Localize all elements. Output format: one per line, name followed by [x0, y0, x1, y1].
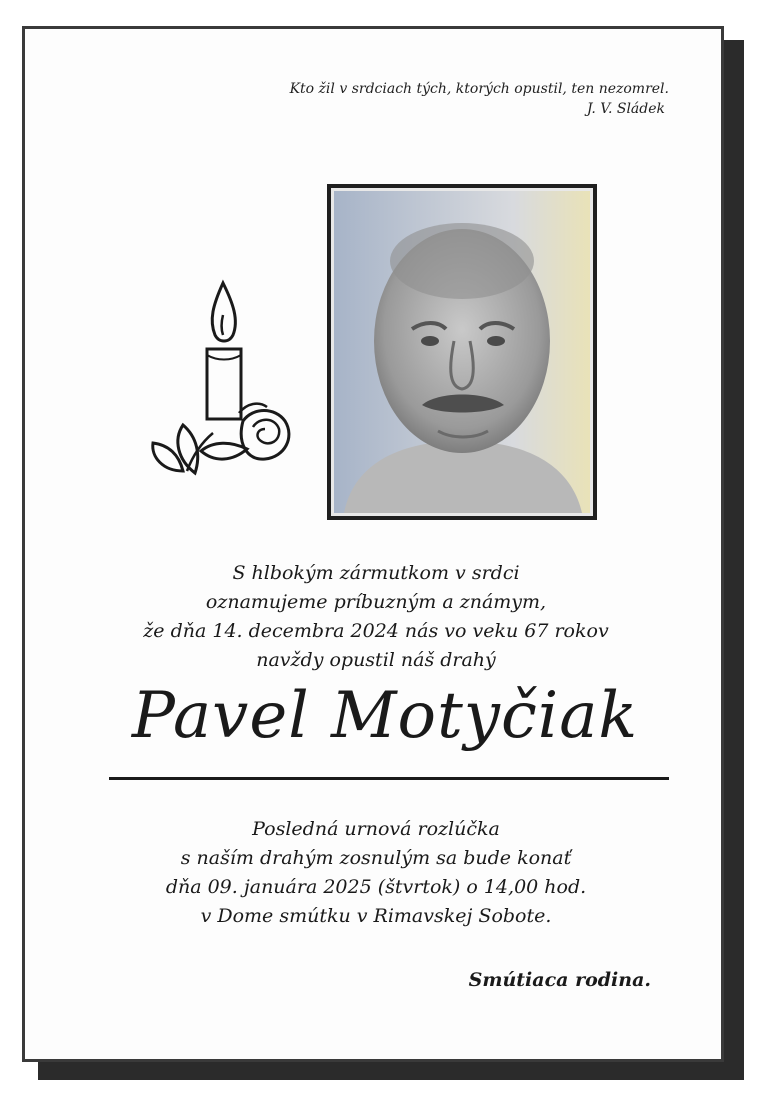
funeral-details	[25, 815, 727, 931]
name-underline	[109, 777, 669, 780]
funeral-line: Posledná urnová rozlúčka	[252, 818, 500, 840]
funeral-line: dňa 09. januára 2025 (štvrtok) o 14,00 hod.	[165, 876, 587, 898]
portrait-frame	[327, 184, 597, 520]
portrait-photo	[331, 188, 593, 516]
epigraph-author: J. V. Sládek	[586, 101, 665, 117]
portrait-image	[334, 191, 590, 513]
funeral-line: s naším drahým zosnulým sa bude konať	[180, 847, 572, 869]
announcement-text	[25, 559, 727, 675]
obituary-card	[22, 26, 724, 1062]
deceased-name: Pavel Motyčiak	[131, 679, 639, 753]
announcement-line: že dňa 14. decembra 2024 nás vo veku 67 rokov	[143, 620, 609, 642]
announcement-line: navždy opustil náš drahý	[256, 649, 496, 671]
epigraph-quote: Kto žil v srdciach tých, ktorých opustil, ten nezomrel.	[289, 81, 669, 97]
candle-rose-icon	[143, 275, 293, 485]
family-signature: Smútiaca rodina.	[468, 969, 651, 991]
announcement-line: oznamujeme príbuzným a známym,	[205, 591, 547, 613]
funeral-line: v Dome smútku v Rimavskej Sobote.	[200, 905, 552, 927]
announcement-line: S hlbokým zármutkom v srdci	[232, 562, 520, 584]
epigraph	[290, 79, 669, 119]
